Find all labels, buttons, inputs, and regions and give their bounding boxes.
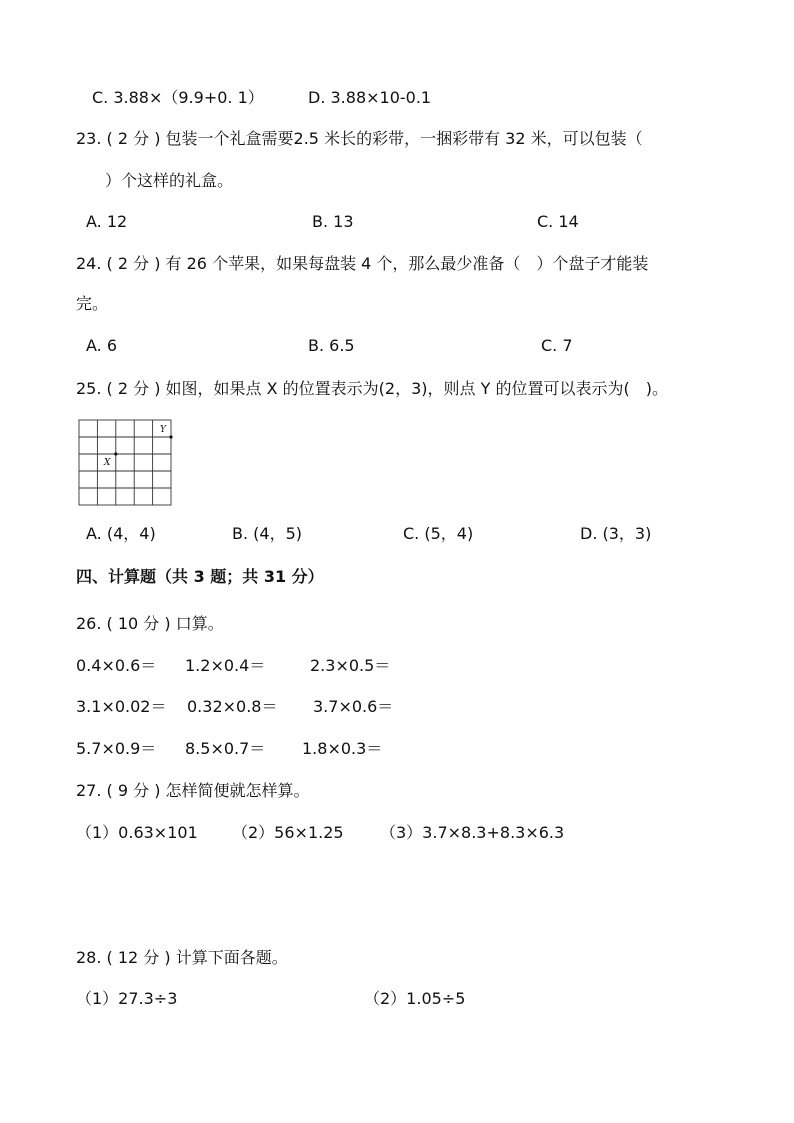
q25-option-d: D. (3，3): [580, 524, 652, 543]
q24-stem-line2: 完。: [76, 294, 109, 313]
q26-r3-c2: 8.5×0.7＝: [185, 739, 266, 758]
q26-r2-c1: 3.1×0.02＝: [76, 697, 167, 716]
q26-r3-c1: 5.7×0.9＝: [76, 739, 157, 758]
q26-r2-c2: 0.32×0.8＝: [187, 697, 278, 716]
point-x-dot: [114, 452, 117, 455]
point-y-dot: [169, 435, 172, 438]
q25-option-b: B. (4，5): [232, 524, 302, 543]
point-y-label: Y: [160, 425, 166, 435]
q28-title: 28. ( 12 分 ) 计算下面各题。: [76, 948, 288, 967]
coordinate-grid-figure: [78, 419, 174, 509]
q26-r2-c3: 3.7×0.6＝: [313, 697, 394, 716]
q22-option-c: C. 3.88×（9.9+0. 1）: [92, 88, 264, 107]
q27-item-3: （3）3.7×8.3+8.3×6.3: [380, 823, 565, 842]
q24-stem-line1: 24. ( 2 分 ) 有 26 个苹果，如果每盘装 4 个，那么最少准备（ ）个盘子才能装: [76, 254, 649, 273]
point-x-label: X: [104, 458, 111, 468]
q26-title: 26. ( 10 分 ) 口算。: [76, 614, 224, 633]
q23-option-c: C. 14: [537, 212, 579, 231]
q27-item-1: （1）0.63×101: [76, 823, 198, 842]
q24-option-b: B. 6.5: [308, 336, 355, 355]
q25-option-c: C. (5，4): [403, 524, 474, 543]
q23-option-a: A. 12: [86, 212, 128, 231]
q27-item-2: （2）56×1.25: [232, 823, 344, 842]
grid-lines: [79, 420, 171, 505]
q23-stem-line1: 23. ( 2 分 ) 包装一个礼盒需要2.5 米长的彩带，一捆彩带有 32 米，可以包装（: [76, 129, 643, 148]
q27-title: 27. ( 9 分 ) 怎样简便就怎样算。: [76, 781, 310, 800]
q26-r3-c3: 1.8×0.3＝: [302, 739, 383, 758]
q26-r1-c3: 2.3×0.5＝: [310, 656, 391, 675]
q24-option-c: C. 7: [541, 336, 573, 355]
q22-option-d: D. 3.88×10-0.1: [308, 88, 432, 107]
q24-option-a: A. 6: [86, 336, 118, 355]
q25-stem: 25. ( 2 分 ) 如图，如果点 X 的位置表示为(2，3)，则点 Y 的位置可以表示为( )。: [76, 379, 668, 398]
q23-stem-line2: ）个这样的礼盒。: [105, 171, 234, 190]
section-heading: 四、计算题（共 3 题；共 31 分）: [76, 567, 324, 586]
q26-r1-c2: 1.2×0.4＝: [185, 656, 266, 675]
q26-r1-c1: 0.4×0.6＝: [76, 656, 157, 675]
q25-option-a: A. (4，4): [86, 524, 156, 543]
q28-item-1: （1）27.3÷3: [76, 989, 178, 1008]
q28-item-2: （2）1.05÷5: [364, 989, 466, 1008]
q23-option-b: B. 13: [312, 212, 354, 231]
